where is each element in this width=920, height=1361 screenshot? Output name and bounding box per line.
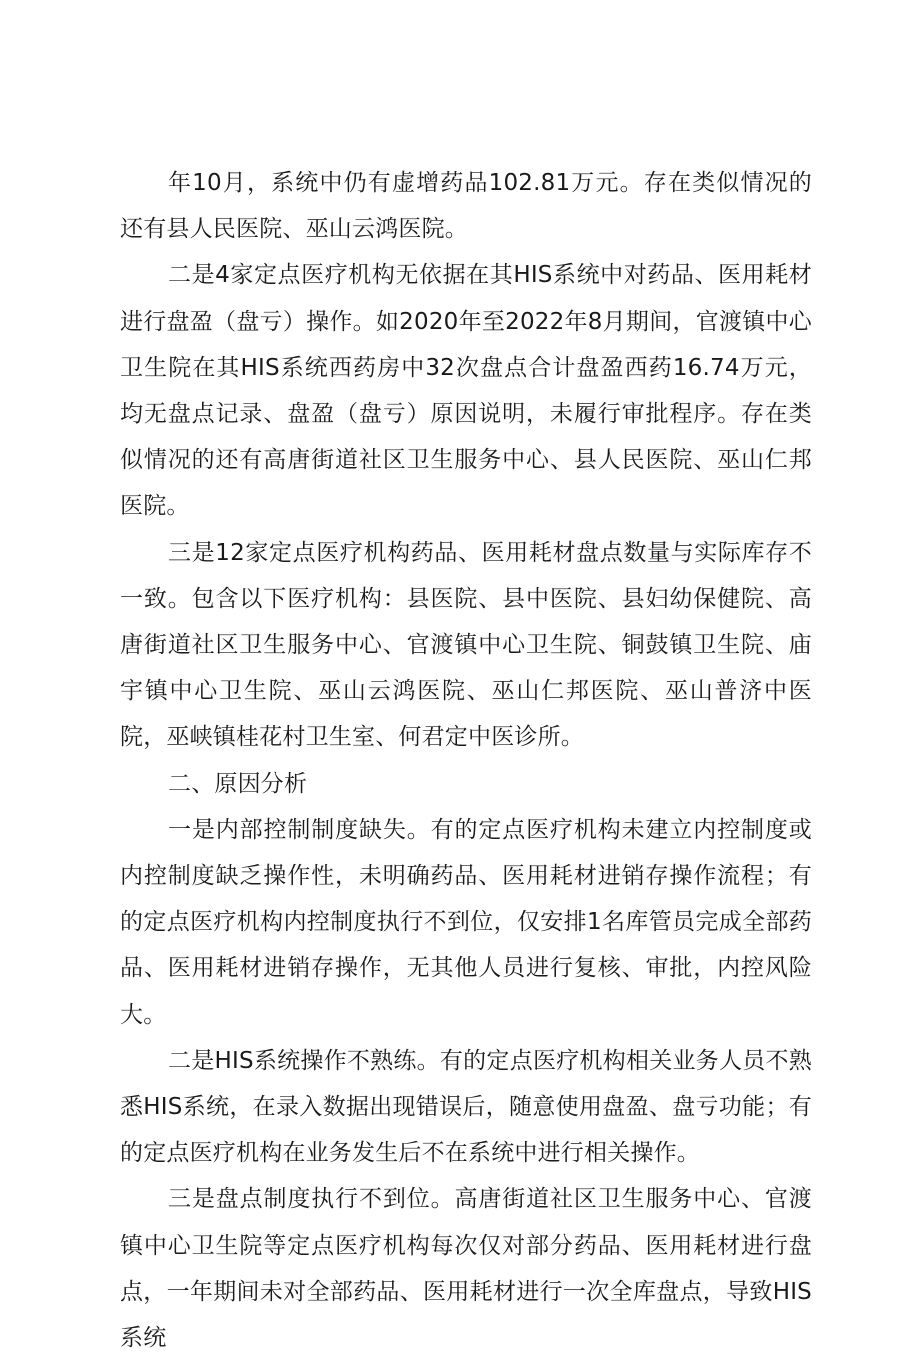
- document-page: [120, 160, 812, 1361]
- paragraph-cause-3: 三是盘点制度执行不到位。高唐街道社区卫生服务中心、官渡镇中心卫生院等定点医疗机构每次仅对部分药品、医用耗材进行盘点，一年期间未对全部药品、医用耗材进行一次全库盘点，导致HIS系统: [120, 1186, 812, 1352]
- paragraph-cause-1: 一是内部控制制度缺失。有的定点医疗机构未建立内控制度或内控制度缺乏操作性，未明确药品、医用耗材进销存操作流程；有的定点医疗机构内控制度执行不到位，仅安排1名库管员完成全部药品、医用耗材进销存操作，无其他人员进行复核、审批，内控风险大。: [120, 816, 812, 1028]
- paragraph-finding-3: 三是12家定点医疗机构药品、医用耗材盘点数量与实际库存不一致。包含以下医疗机构：县医院、县中医院、县妇幼保健院、高唐街道社区卫生服务中心、官渡镇中心卫生院、铜鼓镇卫生院、庙宇镇中心卫生院、巫山云鸿医院、巫山仁邦医院、巫山普济中医院，巫峡镇桂花村卫生室、何君定中医诊所。: [120, 539, 812, 751]
- paragraph-finding-2: 二是4家定点医疗机构无依据在其HIS系统中对药品、医用耗材进行盘盈（盘亏）操作。如2020年至2022年8月期间，官渡镇中心卫生院在其HIS系统西药房中32次盘点合计盘盈西药16.74万元，均无盘点记录、盘盈（盘亏）原因说明，未履行审批程序。存在类似情况的还有高唐街道社区卫生服务中心、县人民医院、巫山仁邦医院。: [120, 262, 812, 520]
- paragraph-continuation: 年10月，系统中仍有虚增药品102.81万元。存在类似情况的还有县人民医院、巫山云鸿医院。: [120, 170, 812, 243]
- paragraph-cause-2: 二是HIS系统操作不熟练。有的定点医疗机构相关业务人员不熟悉HIS系统，在录入数据出现错误后，随意使用盘盈、盘亏功能；有的定点医疗机构在业务发生后不在系统中进行相关操作。: [120, 1047, 812, 1167]
- section-heading-cause-analysis: 二、原因分析: [168, 770, 308, 797]
